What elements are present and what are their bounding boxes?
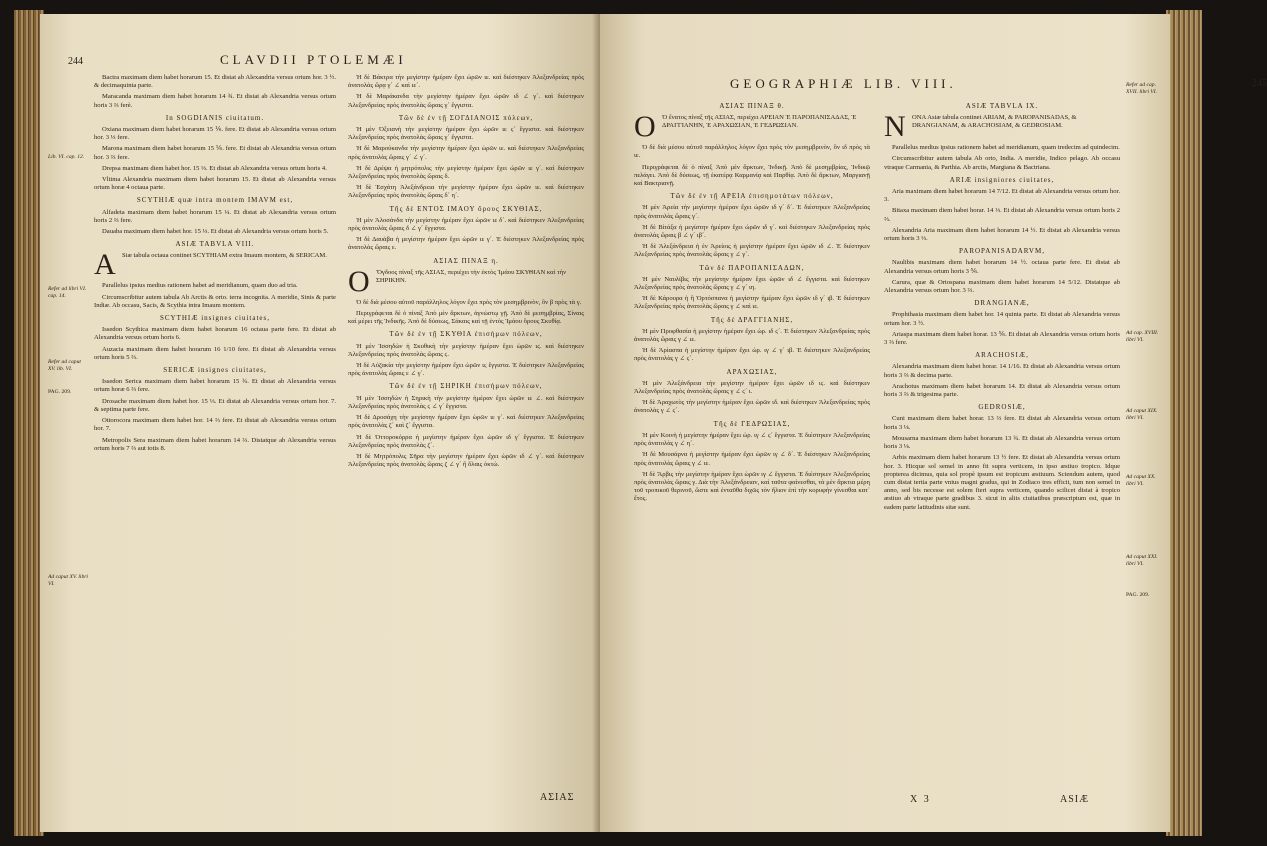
paragraph: Ἡ δὲ Ἀραχωτὸς τὴν μεγίστην ἡμέραν ἔχει ὡρῶν ιδ. καὶ διέστηκεν Ἀλεξανδρείας πρὸς ἀνατολὰς γ ∠ ϛ´. bbox=[634, 399, 870, 415]
section-heading: ASIÆ TABVLA VIII. bbox=[175, 240, 255, 249]
left-margin-note-5: Ad caput XV. libri VI. bbox=[48, 574, 88, 587]
paragraph: Circumscribitur autem tabula Ab Arctis & orto. terra incognita. A meridie, Sinis & parte Indiæ. Ab occasu, Sacis, & Scythia intra Imaum montem. bbox=[94, 293, 336, 309]
paragraph: Ἡ μὲν Ἀλοσάνδα τὴν μεγίστην ἡμέραν ἔχει ὡρῶν ιε δ´. καὶ διέστηκεν Ἀλεξανδρείας πρὸς ἀνατολὰς ὥραις δ ∠ γ´ ἔγγιστα. bbox=[348, 216, 584, 233]
paragraph: Ὁ δὲ διὰ μέσου αὐτοῦ παράλληλος λόγον ἔχει πρὸς τὸν μεσημβρινὸν, ὃν β πρὸς τὰ γ. bbox=[356, 298, 582, 306]
paragraph: Metropolis Sera maximam diem habet horarum 14 ⅔. Distatque ab Alexandria versus ortum horis 7 ⅔ aut totis 8. bbox=[94, 436, 336, 452]
section-heading: Τῶν δὲ ἐν τῇ ΣΗΡΙΚΗ ἐπισήμων πόλεων, bbox=[389, 382, 543, 391]
paragraph: Ἡ μὲν Κοινὴ ἡ μεγίστην ἡμέραν ἔχει ὡρ. ιγ ∠ ϛ´ ἔγγιστα. Ἐ διέστηκεν Ἀλεξανδρείας πρὸς ἀνατολὰς γ ∠ η´. bbox=[634, 431, 870, 448]
section-heading: PAROPANISADARVM, bbox=[959, 247, 1045, 256]
paragraph: Ἡ δὲ Μαράκανδα τὴν μεγίστην ἡμέραν ἔχει ὡρῶν ιδ ∠ γ´. καὶ διέστηκεν Ἀλεξανδρείας πρὸς ἀνατολὰς ὥραις γ´ ἔγγιστα. bbox=[348, 93, 584, 109]
section-heading: Τῶν δὲ ἐν τῇ ΑΡΕΙΑ ἐπισημοτάτων πόλεων, bbox=[670, 192, 834, 201]
paragraph: Alexandria maximam diem habet horar. 14 1/16. Et distat ab Alexandria versus ortum horis 3 ⅔ & decima parte. bbox=[884, 363, 1120, 379]
paragraph: Arbis maximam diem habet horarum 13 ½ fere. Et distat ab Alexandria versus ortum hor. 3. Hicque sol semel in anno fit supra verticem, in ipso æstiuo tropico. Idque propterea dicimus, quia sol propè ipsum est tropicum æstiuum. Sciendum autem, quod cum distat tertia parte vnius magni gradus, qui in Zodiaco tres efficit, tum non semel in anno, sed bis necesse est solem fieri supra verticem, quando scilicet distat à tropico æstiuo ab vtraque parte gradibus 3. sicut in aliis ciuitatibus præscriptum est, quæ in eadem parte latitudinis sitæ sunt. bbox=[884, 454, 1120, 511]
paragraph: Mousarna maximam diem habet horarum 13 ¾. Et distat ab Alexandria versus ortum horis 3 ⅛. bbox=[884, 434, 1120, 451]
paragraph: Ἡ δὲ Ὀττοροκόρρα ἡ μεγίστην ἡμέραν ἔχει ὡρῶν ιδ γ´ ἔγγιστα. Ἐ διέστηκεν Ἀλεξανδρείας πρὸς ἀνατολὰς ζ´. bbox=[348, 433, 584, 449]
left-page bbox=[40, 14, 600, 832]
section-heading: SCYTHIÆ quæ intra montem IMAVM est, bbox=[136, 196, 294, 205]
signature-mark: X 3 bbox=[910, 794, 931, 805]
section-heading: SERICÆ insignes ciuitates, bbox=[163, 366, 267, 375]
paragraph: Carura, quæ & Ortospana maximam diem habet horarum 14 5/12. Distatque ab Alexandria versus ortum hor. 3 ⅔. bbox=[884, 278, 1120, 295]
paragraph: Ἡ δὲ Ἀλεξάνδρεια ἡ ἐν Ἀρείοις ἡ μεγίστην ἡμέραν ἔχει ὡρῶν ιδ ∠. Ἐ διέστηκεν Ἀλεξανδρείας πρὸς ἀνατολὰς ὥραις γ ∠ γ´. bbox=[634, 243, 870, 259]
left-catchword: ΑΣΙΑΣ bbox=[540, 792, 575, 803]
tabula-intro bbox=[348, 264, 584, 299]
section-heading: GEDROSIÆ, bbox=[978, 403, 1026, 412]
paragraph: Ariaspa maximam diem habet horar. 13 ⅚. Et distat ab Alexandria versus ortum horis 3 ⅔ fere. bbox=[884, 330, 1120, 347]
left-margin-note-3: Refer ad caput XV. lib. VI. bbox=[48, 359, 81, 372]
right-margin-note-3: Ad caput XIX. libri VI. bbox=[1126, 408, 1158, 421]
section-heading: Τῶν δὲ ΠΑΡΟΠΑΝΙΣΑΔΩΝ, bbox=[699, 263, 805, 272]
left-greek-column bbox=[348, 74, 584, 472]
paragraph: Vltima Alexandria maximam diem habet horarum 15. Et distat ab Alexandria versus ortum horæ 4 octaua parte. bbox=[94, 176, 336, 192]
section-heading: Τῶν δὲ ἐν τῇ ΣΚΥΘΙΑ ἐπισήμων πόλεων, bbox=[389, 330, 543, 339]
paragraph: Ἡ μὲν Ἀλεξάνδρεια τὴν μεγίστην ἡμέραν ἔχει ὡρῶν ιδ ιϛ. καὶ διέστηκεν Ἀλεξανδρείας πρὸς ἀνατολὰς ὥραις γ ∠ ϛ´ ι. bbox=[634, 379, 870, 396]
right-margin-note-1: Refer ad cap. XVII. libri VI. bbox=[1126, 82, 1158, 95]
paragraph: Bactra maximam diem habet horarum 15. Et distat ab Alexandria versus ortum hor. 3 ½. & decimaquinta parte. bbox=[94, 74, 336, 90]
section-heading: DRANGIANÆ, bbox=[974, 299, 1030, 308]
paragraph: Ἡ μὲν Ἰσσηδὼν ἡ Σκυθικὴ τὴν μεγίστην ἡμέραν ἔχει ὡρῶν ιϛ. καὶ διέστηκεν Ἀλεξανδρείας πρὸς ἀνατολὰς ὥραις ϛ. bbox=[348, 342, 584, 358]
section-heading: ΑΡΑΧΩΣΙΑΣ, bbox=[726, 367, 778, 376]
section-heading: Τῆς δὲ ΕΝΤΟΣ ΙΜΑΟΥ ὄρους ΣΚΥΘΙΑΣ, bbox=[389, 204, 543, 213]
left-latin-column bbox=[94, 74, 336, 456]
paragraph: Ἡ δὲ Βάκτρα τὴν μεγίστην ἡμέραν ἔχει ὡρῶν ιε. καὶ διέστηκεν Ἀλεξανδρείας πρὸς ἀνατολὰς ὥρᾳ γ´ ∠ καὶ ιε´. bbox=[348, 74, 584, 90]
paragraph: Oxiana maximam diem habet horarum 15 ⅙. fere. Et distat ab Alexandria versus ortum hor. 3 ⅓ fere. bbox=[94, 126, 336, 142]
left-margin-note-1: Lib. VI. cap. 12. bbox=[48, 154, 85, 160]
tabula-intro bbox=[634, 110, 870, 144]
section-heading: ΑΣΙΑΣ ΠΙΝΑΞ η. bbox=[433, 256, 499, 265]
left-running-head: CLAVDII PTOLEMÆI bbox=[220, 52, 407, 67]
paragraph: Aria maximam diem habet horarum 14 7/12. Et distat ab Alexandria versus ortum hor. 3. bbox=[884, 188, 1120, 204]
paragraph: Dauaba maximam diem habet hor. 15 ⅓. Et distat ab Alexandria versus ortum horis 5. bbox=[102, 228, 329, 236]
right-running-head: GEOGRAPHIÆ LIB. VIII. bbox=[730, 76, 957, 91]
tabula-intro bbox=[884, 110, 1120, 144]
left-margin-note-4: PAG. 209. bbox=[48, 389, 72, 395]
paragraph: Drepsa maximam diem habet hor. 15 ⅓. Et distat ab Alexandria versus ortum horis 4. bbox=[102, 164, 327, 172]
section-heading: Τῆς δὲ ΔΡΑΓΓΙΑΝΗΣ, bbox=[710, 315, 794, 324]
paragraph: Περιγράφεται δὲ ὁ πίναξ Ἀπὸ μὲν ἄρκτων, Ἰνδικῇ. Ἀπὸ δὲ μεσημβρίας, Ἰνδικῷ πελάγει. Ἀπὸ δὲ δύσεως, τῇ ἑκατέρᾳ Καρμανίᾳ καὶ Παρθίᾳ. Ἀπὸ δὲ ἄρκτων, Μαργιανῇ καὶ Βακτριανῇ. bbox=[634, 163, 870, 188]
paragraph: Issedon Scythica maximam diem habet horarum 16 octaua parte fere. Et distat ab Alexandria versus ortum horis 6. bbox=[94, 326, 336, 342]
section-heading: SCYTHIÆ insignes ciuitates, bbox=[159, 314, 271, 323]
right-page-edges bbox=[1166, 10, 1202, 836]
paragraph: Ἡ δὲ Ἄρβις τὴν μεγίστην ἡμέραν ἔχει ὡρῶν ιγ ∠ ἔγγιστα. Ἐ διέστηκεν Ἀλεξανδρείας πρὸς ἀνατολὰς ὥραις γ. Διὰ τὴν Ἀλεξάνδρειαν, καὶ ταῦτα φαίνεσθαι, τὰ μὲν ἄρκτια μέρη τοῦ τροπικοῦ θερινοῦ, ὥστε καὶ ἐνταῦθα διχῶς τὸν ἥλιον ἐπὶ τὴν κορυφὴν γίνεσθαι κατ᾽ ἔτος. bbox=[634, 470, 870, 503]
tabula-text: Ὄγδοος πίναξ τῆς ΑΣΙΑΣ, περιέχει τὴν ἐκτὸς Ἰμάου ΣΚΥΘΙΑΝ καὶ τὴν ΣΗΡΙΚΗΝ. bbox=[376, 268, 567, 285]
paragraph: Parallelus ipsius medius rationem habet ad meridianum, quam duo ad tria. bbox=[102, 282, 298, 290]
drop-cap: Ο bbox=[348, 264, 370, 298]
tabula-intro bbox=[94, 248, 336, 282]
paragraph: Ἡ μὲν Ὀξειανὴ τὴν μεγίστην ἡμέραν ἔχει ὡρῶν ιε ϛ´ ἔγγιστα. καὶ διέστηκεν Ἀλεξανδρείας πρὸς ἀνατολὰς ὥραις γ´ ἔγγιστα. bbox=[348, 126, 584, 142]
paragraph: Arachotus maximam diem habet horarum 14. Et distat ab Alexandria versus ortum horis 3 ⅔ & trigesima parte. bbox=[884, 382, 1120, 399]
left-page-number: 244 bbox=[68, 56, 83, 67]
drop-cap: Ο bbox=[634, 110, 656, 144]
drop-cap: N bbox=[884, 110, 906, 144]
paragraph: Cuni maximam diem habet horar. 13 ⅔ fere. Et distat ab Alexandria versus ortum horis 3 ⅛. bbox=[884, 415, 1120, 431]
paragraph: Ἡ δὲ Μουσάρνα ἡ μεγίστην ἡμέραν ἔχει ὡρῶν ιγ ∠ δ´. Ἐ διέστηκεν Ἀλεξανδρείας πρὸς ἀνατολὰς ὥραις γ ∠ ιε. bbox=[634, 451, 870, 467]
paragraph: Ἡ δὲ Αὐζακία τὴν μεγίστην ἡμέραν ἔχει ὡρῶν ιϛ ἔγγιστα. Ἐ διέστηκεν Ἀλεξανδρείας πρὸς ἀνατολὰς ὥραις ε ∠ γ´. bbox=[348, 362, 584, 378]
paragraph: Ἡ δὲ Κάρουρα ἡ ἢ Ὀρτόσπανα ἡ μεγίστην ἡμέραν ἔχει ὡρῶν ιδ γ´ ιβ. Ἐ διέστηκεν Ἀλεξανδρείας πρὸς ἀνατολὰς ὥραις γ ∠ καὶ ιε. bbox=[634, 295, 870, 311]
paragraph: Ottorocora maximam diem habet hor. 14 ⅔ fere. Et distat ab Alexandria versus ortum hor. 7. bbox=[94, 417, 336, 433]
right-margin-note-4: Ad caput XX. libri VI. bbox=[1126, 474, 1156, 487]
paragraph: Ἡ δὲ Ἀρίασπα ἡ μεγίστην ἡμέραν ἔχει ὡρ. ιγ ∠ γ´ ιβ. Ἐ διέστηκεν Ἀλεξανδρείας πρὸς ἀνατολὰς γ ∠ ϛ´. bbox=[634, 347, 870, 363]
right-catchword: ASIÆ bbox=[1060, 794, 1090, 805]
paragraph: Ἡ δὲ Βίτάξα ἡ μεγίστην ἡμέραν ἔχει ὡρῶν ιδ γ´. καὶ διέστηκεν Ἀλεξανδρείας πρὸς ἀνατολὰς ὥραις β ∠ γ´ ιβ´. bbox=[634, 223, 870, 240]
paragraph: Ἡ δὲ Δαυάβα ἡ μεγίστην ἡμέραν ἔχει ὡρῶν ιε γ´. Ἐ διέστηκεν Ἀλεξανδρείας πρὸς ἀνατολὰς ὥραις ε. bbox=[348, 236, 584, 252]
left-margin-note-2: Refer ad libri VI. cap. 14. bbox=[48, 286, 87, 299]
drop-cap: A bbox=[94, 248, 116, 282]
tabula-text: Ὁ ἔνατος πίναξ τῆς ΑΣΙΑΣ, περιέχει ΑΡΕΙΑΝ Ἐ ΠΑΡΟΠΑΝΙΣΑΔΑΣ, Ἐ ΔΡΑΓΓΙΑΝΗΝ, Ἐ ΑΡΑΧΩΣΙΑΝ, Ἐ ΓΕΔΡΩΣΙΑΝ. bbox=[662, 114, 857, 130]
paragraph: Alfadeta maximam diem habet horarum 15 ¼. Et distat ab Alexandria versus ortum horis 2 ⅔ fere. bbox=[94, 208, 336, 224]
paragraph: Maracanda maximam diem habet horarum 14 ¾. Et distat ab Alexandria versus ortum horis 3 ⅔ ferè. bbox=[94, 93, 336, 109]
right-margin-note-2: Ad cap. XVIII. libri VI. bbox=[1126, 330, 1159, 343]
right-page bbox=[600, 14, 1267, 832]
section-heading: Τῶν δὲ ἐν τῇ ΣΟΓΔΙΑΝΟΙΣ πόλεων, bbox=[398, 113, 534, 122]
paragraph: Issedon Serica maximam diem habet horarum 15 ¾. Et distat ab Alexandria versus ortum horæ 6 ⅔ fere. bbox=[94, 378, 336, 394]
right-margin-note-5: Ad caput XXI. libri VI. bbox=[1126, 554, 1158, 567]
paragraph: Bitaxa maximam diem habet horar. 14 ⅓. Et distat ab Alexandria versus ortum horis 2 ⅔. bbox=[884, 207, 1120, 223]
paragraph: Ἡ μὲν Ἀρεία τὴν μεγίστην ἡμέραν ἔχει ὡρῶν ιδ γ´ δ´. Ἐ διέστηκεν Ἀλεξανδρείας πρὸς ἀνατολὰς ὥραις γ´. bbox=[634, 204, 870, 220]
paragraph: Περιγράφεται δὲ ὁ πίναξ Ἀπὸ μὲν ἄρκτων, ἀγνώστῳ γῇ. Ἀπὸ δὲ μεσημβρίας, Σίναις καὶ μέρει τῆς Ἰνδικῆς. Ἀπὸ δὲ δύσεως, Σάκαις καὶ τῇ ἐντὸς Ἰμάου ὄρους Σκυθίᾳ. bbox=[348, 310, 584, 326]
paragraph: Prophthasia maximam diem habet hor. 14 quinta parte. Et distat ab Alexandria versus ortum hor. 3 ½. bbox=[884, 311, 1120, 327]
section-heading: In SOGDIANIS ciuitatum. bbox=[165, 113, 265, 122]
right-margin-note-6: PAG. 209. bbox=[1126, 592, 1150, 598]
paragraph: Ἡ δὲ Μαρούκανδα τὴν μεγίστην ἡμέραν ἔχει ὡρῶν ιε. καὶ διέστηκεν Ἀλεξανδρείας πρὸς ἀνατολὰς ὥραις γ´ ∠ γ´. bbox=[348, 145, 584, 161]
right-page-number: 245 bbox=[1252, 78, 1267, 89]
paragraph: Parallelus medius ipsius rationem habet ad meridianum, quam tredecim ad quindecim. bbox=[892, 144, 1120, 152]
section-heading: Τῆς δὲ ΓΕΔΡΩΣΙΑΣ, bbox=[713, 419, 791, 428]
right-latin-column bbox=[884, 98, 1120, 515]
tabula-text: ONA Asiæ tabula continet ARIAM, & PAROPANISADAS, & DRANGIANAM, & ARACHOSIAM, & GEDROSIAM. bbox=[912, 114, 1077, 130]
paragraph: Drosache maximam diem habet hor. 15 ⅓. Et distat ab Alexandria versus ortum hor. 7. & septima parte fere. bbox=[94, 397, 336, 413]
paragraph: Ἡ δὲ Δροσάχη τὴν μεγίστην ἡμέραν ἔχει ὡρῶν ιε γ´. καὶ διέστηκεν Ἀλεξανδρείας πρὸς ἀνατολὰς ζ´ καὶ ζ´ ἔγγιστα. bbox=[348, 414, 584, 430]
section-heading: ARIÆ insigniores ciuitates, bbox=[949, 175, 1055, 184]
paragraph: Ἡ δὲ Ἐσχάτη Ἀλεξάνδρεια τὴν μεγίστην ἡμέραν ἔχει ὡρῶν ιε. καὶ διέστηκεν Ἀλεξανδρείας πρὸς ἀνατολὰς ὥραις δ´ η´. bbox=[348, 184, 584, 200]
paragraph: Ἡ μὲν Προφθασία ἡ μεγίστην ἡμέραν ἔχει ὡρ. ιδ ϛ´. Ἐ διέστηκεν Ἀλεξανδρείας πρὸς ἀνατολὰς ὥραις γ ∠ ιε. bbox=[634, 327, 870, 344]
paragraph: Naulibis maximam diem habet horarum 14 ½. octaua parte fere. Et distat ab Alexandria versus ortum horis 3 ⅚. bbox=[884, 259, 1120, 275]
paragraph: Marona maximam diem habet horarum 15 ⅙. fere. Et distat ab Alexandria versus ortum hor. 3 ⅔ fere. bbox=[94, 145, 336, 161]
paragraph: Ἡ δὲ Δρέψα ἡ μητρόπολις τὴν μεγίστην ἡμέραν ἔχει ὡρῶν ιε γ´. καὶ διέστηκεν Ἀλεξανδρείας πρὸς ἀνατολὰς ὥραις δ. bbox=[348, 164, 584, 181]
right-greek-column bbox=[634, 98, 870, 507]
paragraph: Ἡ δὲ Μητρόπολις Σῆρα τὴν μεγίστην ἡμέραν ἔχει ὡρῶν ιδ ∠ γ´. καὶ διέστηκεν Ἀλεξανδρείας πρὸς ἀνατολὰς ὥραις ζ ∠ γ´ ἢ ὅλαις ὀκτώ. bbox=[348, 452, 584, 469]
paragraph: Ὁ δὲ διὰ μέσου αὐτοῦ παράλληλος λόγον ἔχει πρὸς τὸν μεσημβρινὸν, ὃν ιδ πρὸς τὰ ιε. bbox=[634, 144, 870, 160]
paragraph: Circumscribitur autem tabula Ab orto, India. A meridie, Indico pelago. Ab occasu vtraque Carmania, & Parthia. Ab arctis, Margiana & Bactriana. bbox=[884, 155, 1120, 171]
tabula-text: Siæ tabula octaua continet SCYTHIAM extra Imaum montem, & SERICAM. bbox=[122, 252, 327, 260]
section-heading: ΑΣΙΑΣ ΠΙΝΑΞ θ. bbox=[719, 102, 785, 110]
section-heading: ASIÆ TABVLA IX. bbox=[965, 102, 1039, 110]
paragraph: Ἡ μὲν Ἰσσηδὼν ἡ Σηρικὴ τὴν μεγίστην ἡμέραν ἔχει ὡρῶν ιε ∠. καὶ διέστηκεν Ἀλεξανδρείας πρὸς ἀνατολὰς ϛ ∠ γ´ ἔγγιστα. bbox=[348, 394, 584, 410]
paragraph: Alexandria Aria maximam diem habet horarum 14 ½. Et distat ab Alexandria versus ortum horis 3 ⅓. bbox=[884, 226, 1120, 243]
paragraph: Ἡ μὲν Ναυλίβις τὴν μεγίστην ἡμέραν ἔχει ὡρῶν ιδ ∠ ἔγγιστα. καὶ διέστηκεν Ἀλεξανδρείας πρὸς ἀνατολὰς ὥραις γ ∠ γ´ ιη. bbox=[634, 275, 870, 292]
paragraph: Auzacia maximam diem habet horarum 16 1/10 fere. Et distat ab Alexandria versus ortum horis 5 ⅔. bbox=[94, 345, 336, 361]
section-heading: ARACHOSIÆ, bbox=[975, 351, 1029, 360]
